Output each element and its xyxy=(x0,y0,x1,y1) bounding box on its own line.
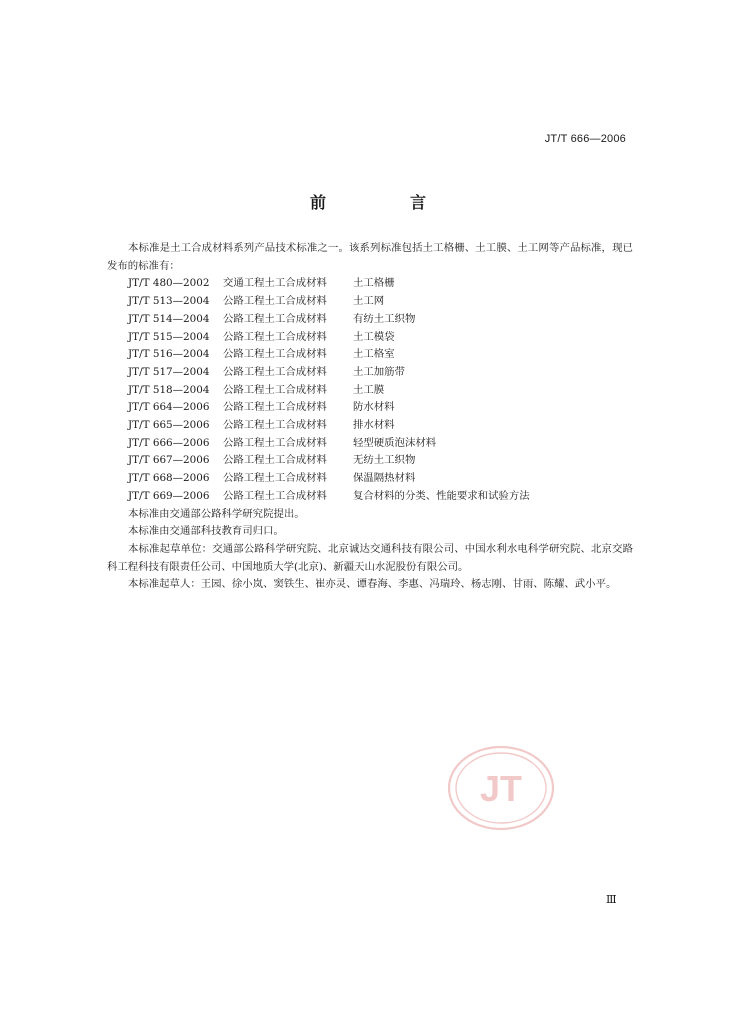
standard-code-cell: JT/T 516—2004 xyxy=(128,348,210,361)
standard-category-cell: 公路工程土工合成材料 xyxy=(223,489,327,502)
standard-name-cell: 土工网 xyxy=(353,295,385,308)
standard-item xyxy=(107,329,633,347)
watermark-text: JT xyxy=(479,768,523,809)
standard-category-cell: 公路工程土工合成材料 xyxy=(223,419,327,432)
standard-name-cell: 土工膜 xyxy=(353,383,385,396)
standard-item xyxy=(107,452,633,470)
standard-name-cell: 有纺土工织物 xyxy=(353,312,416,325)
standard-name-cell: 土工格室 xyxy=(353,348,395,361)
standard-item xyxy=(107,346,633,364)
standard-code-cell: JT/T 480—2002 xyxy=(128,277,210,290)
standard-category-cell: 公路工程土工合成材料 xyxy=(223,348,327,361)
standard-name-cell: 无纺土工织物 xyxy=(353,454,416,467)
standard-item xyxy=(107,417,633,435)
standard-name-cell: 土工模袋 xyxy=(353,330,395,343)
drafting-units-paragraph: 本标准起草单位：交通部公路科学研究院、北京诚达交通科技有限公司、中国水利水电科学研究院、北京交路科工程科技有限责任公司、中国地质大学(北京)、新疆天山水泥股份有限公司。 xyxy=(107,542,633,573)
managed-by-paragraph: 本标准由交通部科技教育司归口。 xyxy=(128,525,284,538)
standard-code-cell: JT/T 664—2006 xyxy=(128,401,210,414)
standard-code-cell: JT/T 666—2006 xyxy=(128,436,210,449)
proposed-by-paragraph: 本标准由交通部公路科学研究院提出。 xyxy=(128,507,305,520)
standard-code: JT/T 666—2006 xyxy=(544,133,626,145)
standard-name-cell: 土工格栅 xyxy=(353,277,395,290)
preface-body xyxy=(107,240,633,594)
standard-category-cell: 公路工程土工合成材料 xyxy=(223,383,327,396)
standard-code-cell: JT/T 667—2006 xyxy=(128,454,210,467)
standard-item xyxy=(107,470,633,488)
preface-title: 前 言 xyxy=(309,193,460,212)
standard-name-cell: 保温隔热材料 xyxy=(353,472,416,485)
standard-item xyxy=(107,275,633,293)
standard-name-cell: 土工加筋带 xyxy=(353,365,405,378)
jt-watermark-logo xyxy=(447,745,555,831)
standard-item xyxy=(107,311,633,329)
drafters-paragraph: 本标准起草人：王园、徐小岚、窦铁生、崔亦灵、谭春海、李惠、冯瑞玲、杨志刚、甘雨、陈耀、武小平。 xyxy=(128,578,617,591)
standard-category-cell: 公路工程土工合成材料 xyxy=(223,454,327,467)
standard-name-cell: 排水材料 xyxy=(353,419,395,432)
standard-category-cell: 公路工程土工合成材料 xyxy=(223,472,327,485)
standard-code-cell: JT/T 668—2006 xyxy=(128,472,210,485)
standards-list xyxy=(107,275,633,505)
standard-code-cell: JT/T 513—2004 xyxy=(128,295,210,308)
standard-name-cell: 轻型硬质泡沫材料 xyxy=(353,436,437,449)
intro-paragraph: 本标准是土工合成材料系列产品技术标准之一。该系列标准包括土工格栅、土工膜、土工网等产品标准，现已发布的标准有： xyxy=(107,242,633,272)
standard-category-cell: 公路工程土工合成材料 xyxy=(223,312,327,325)
standard-item xyxy=(107,293,633,311)
standard-category-cell: 公路工程土工合成材料 xyxy=(223,436,327,449)
standard-item xyxy=(107,488,633,506)
standard-category-cell: 公路工程土工合成材料 xyxy=(223,330,327,343)
standard-item xyxy=(107,382,633,400)
standard-item xyxy=(107,399,633,417)
standard-code-cell: JT/T 518—2004 xyxy=(128,383,210,396)
page-number: Ⅲ xyxy=(606,893,617,906)
standard-code-cell: JT/T 517—2004 xyxy=(128,365,210,378)
standard-code-cell: JT/T 515—2004 xyxy=(128,330,210,343)
standard-category-cell: 公路工程土工合成材料 xyxy=(223,365,327,378)
standard-category-cell: 公路工程土工合成材料 xyxy=(223,401,327,414)
standard-category-cell: 公路工程土工合成材料 xyxy=(223,295,327,308)
standard-category-cell: 交通工程土工合成材料 xyxy=(223,277,327,290)
standard-name-cell: 复合材料的分类、性能要求和试验方法 xyxy=(353,489,530,502)
standard-code-cell: JT/T 669—2006 xyxy=(128,489,210,502)
standard-code-cell: JT/T 665—2006 xyxy=(128,419,210,432)
standard-item xyxy=(107,435,633,453)
standard-item xyxy=(107,364,633,382)
standard-name-cell: 防水材料 xyxy=(353,401,395,414)
standard-code-cell: JT/T 514—2004 xyxy=(128,312,210,325)
